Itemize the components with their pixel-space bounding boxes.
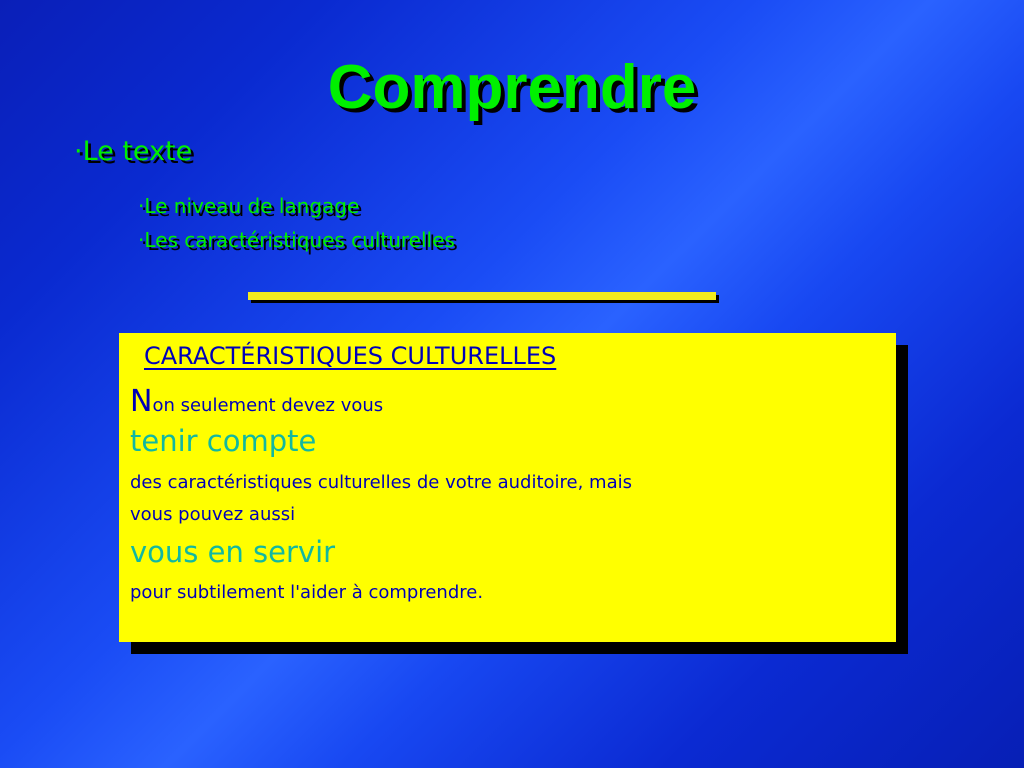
callout-accent-tenir-compte: tenir compte	[130, 424, 317, 458]
callout-first-line-rest: on seulement devez vous	[152, 395, 384, 416]
sub-bullet-niveau-de-langage: ·Le niveau de langage	[138, 194, 360, 218]
callout-body-line-2: vous pouvez aussi	[130, 504, 296, 525]
divider-line	[248, 292, 716, 300]
callout-drop-letter: N	[130, 384, 153, 419]
bullet-le-texte: ·Le texte	[74, 136, 193, 167]
slide-title: Comprendre	[327, 53, 697, 122]
callout-body-line-1: des caractéristiques culturelles de votre auditoire, mais	[130, 472, 633, 493]
callout-first-line	[130, 384, 383, 419]
sub-bullet-caracteristiques-culturelles: ·Les caractéristiques culturelles	[138, 228, 455, 252]
callout-body-line-3: pour subtilement l'aider à comprendre.	[130, 582, 484, 603]
callout-heading: CARACTÉRISTIQUES CULTURELLES	[144, 342, 557, 370]
callout-accent-vous-en-servir: vous en servir	[130, 535, 336, 569]
